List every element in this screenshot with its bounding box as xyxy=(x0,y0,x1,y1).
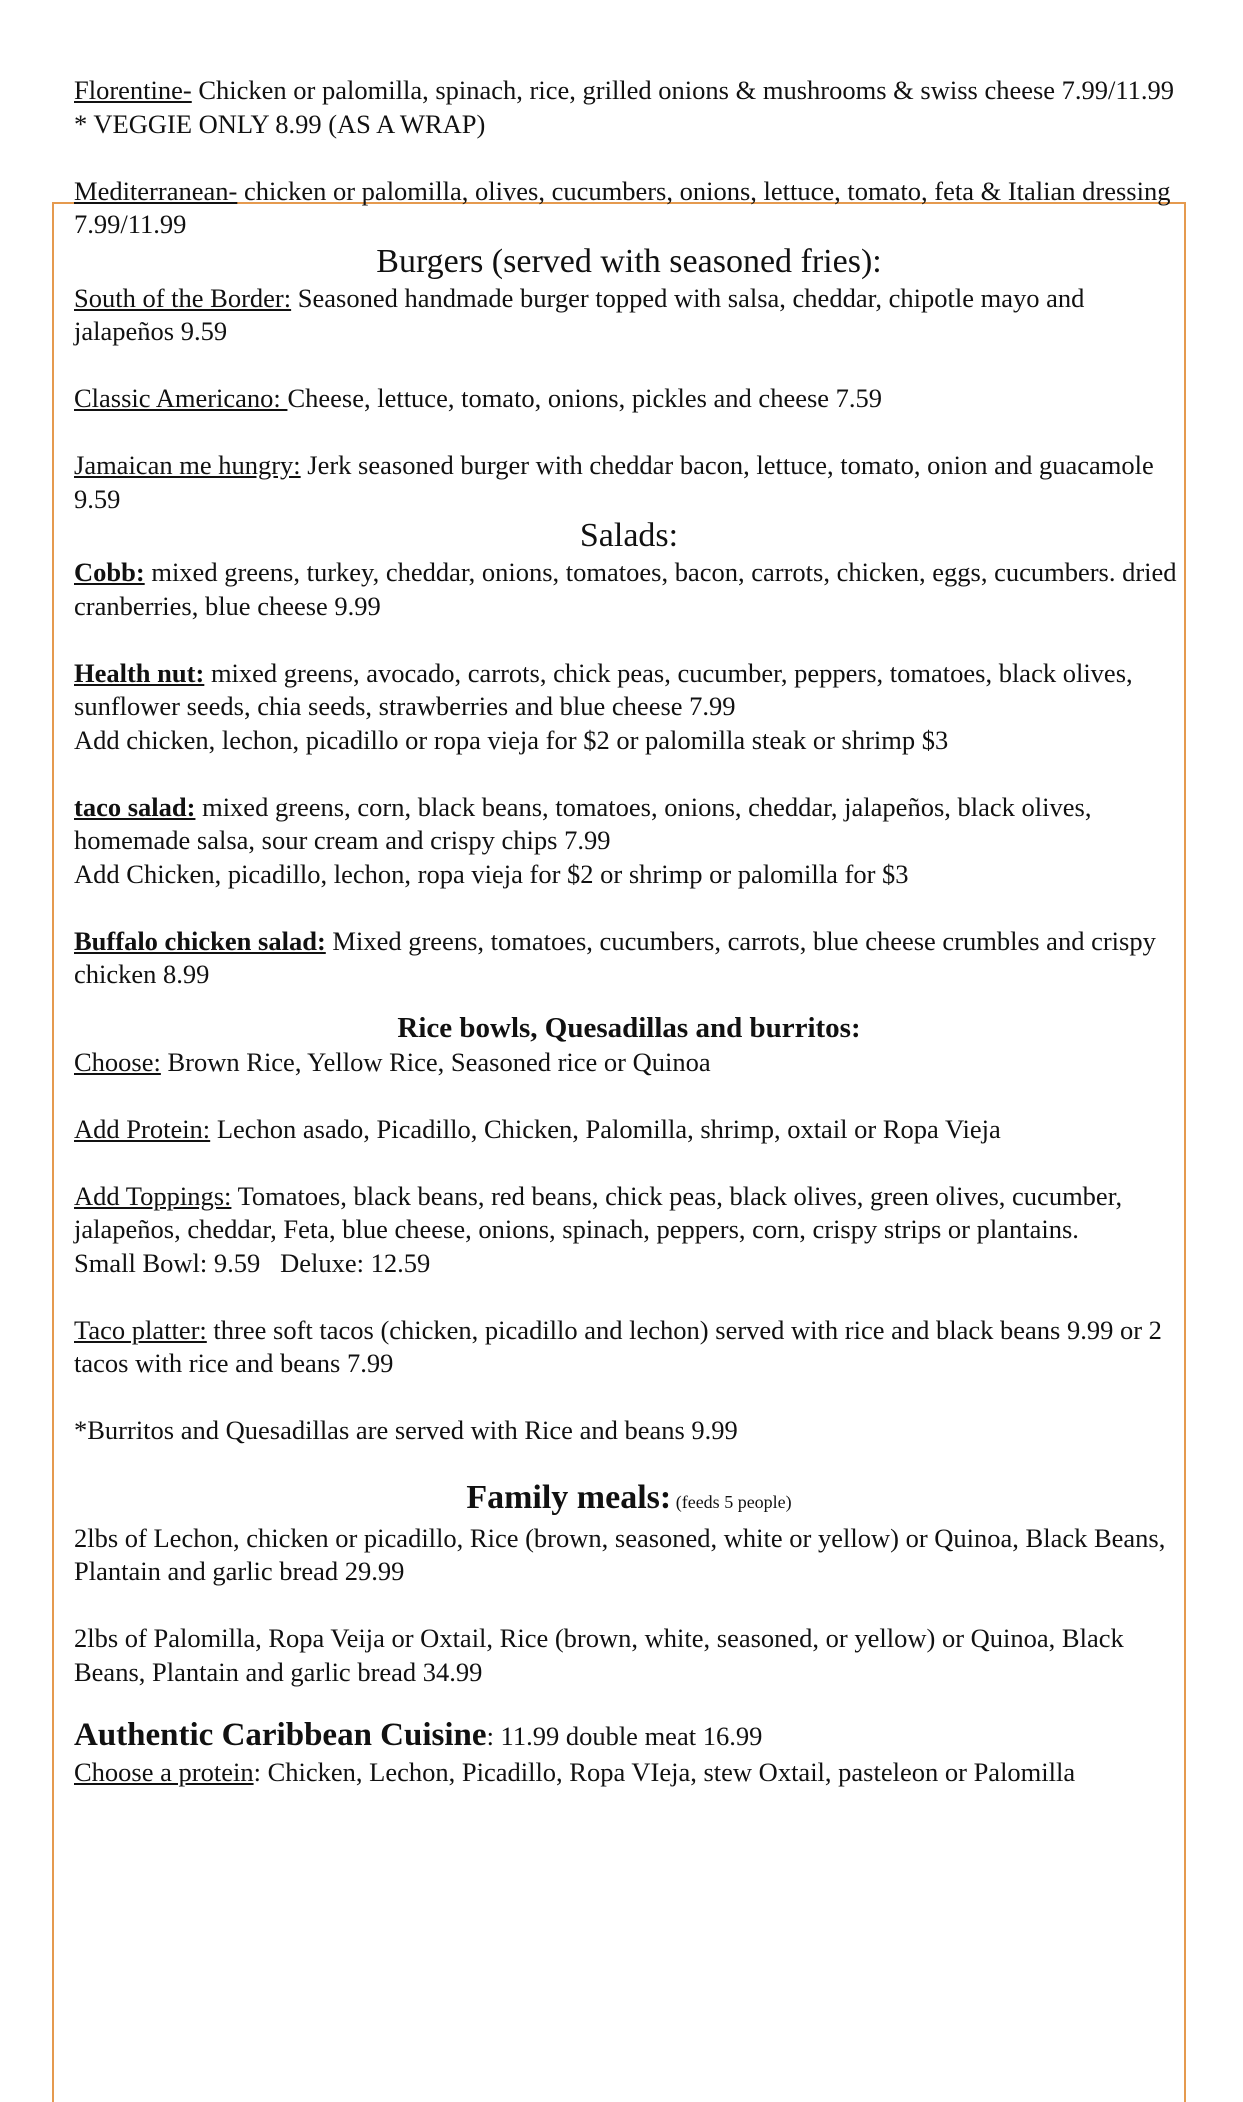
item-name: Jamaican me hungry: xyxy=(74,450,301,480)
menu-item-taco-salad xyxy=(74,791,1184,858)
item-addon-note: Add Chicken, picadillo, lechon, ropa vieja for $2 or shrimp or palomilla for $3 xyxy=(74,858,909,889)
item-name: Cobb: xyxy=(74,557,145,587)
item-addon-note: Add chicken, lechon, picadillo or ropa vieja for $2 or palomilla steak or shrimp $3 xyxy=(74,724,949,755)
family-meal-2: 2lbs of Palomilla, Ropa Veija or Oxtail, Rice (brown, white, seasoned, or yellow) or Quinoa, Black Beans, Plantain and garlic bread 34.99 xyxy=(74,1623,1124,1687)
menu-content xyxy=(74,74,1184,1790)
menu-item-taco-platter xyxy=(74,1314,1184,1381)
choose-label: Choose a protein xyxy=(74,1757,254,1787)
salads-heading: Salads: xyxy=(579,517,679,554)
toppings-text: Tomatoes, black beans, red beans, chick peas, black olives, green olives, cucumber, jalapeños, cheddar, Feta, blue cheese, onions, spinach, peppers, corn, crispy strips or plantains. xyxy=(74,1180,1123,1244)
choose-label: Choose: xyxy=(74,1046,161,1077)
item-description: Jerk seasoned burger with cheddar bacon, lettuce, tomato, onion and guacamole 9.59 xyxy=(74,450,1154,514)
item-name: Classic Americano: xyxy=(74,383,288,413)
item-description: mixed greens, turkey, cheddar, onions, tomatoes, bacon, carrots, chicken, eggs, cucumbers. dried cranberries, blue cheese 9.99 xyxy=(74,557,1177,621)
item-description: chicken or palomilla, olives, cucumbers, onions, lettuce, tomato, feta & Italian dressing 7.99/11.99 xyxy=(74,175,1171,239)
item-name: taco salad: xyxy=(74,791,196,822)
item-description: mixed greens, corn, black beans, tomatoes, onions, cheddar, jalapeños, black olives, homemade salsa, sour cream and crispy chips 7.99 xyxy=(74,791,1092,855)
family-subtitle: (feeds 5 people) xyxy=(671,1491,792,1512)
item-description: Cheese, lettuce, tomato, onions, pickles and cheese 7.59 xyxy=(287,383,883,413)
family-meal-1: 2lbs of Lechon, chicken or picadillo, Rice (brown, seasoned, white or yellow) or Quinoa, Black Beans, Plantain and garlic bread 29.99 xyxy=(74,1522,1166,1586)
rice-add-toppings xyxy=(74,1180,1184,1247)
item-name: Mediterranean- xyxy=(74,175,238,206)
item-name: Taco platter: xyxy=(74,1314,207,1345)
caribbean-choose xyxy=(74,1756,1184,1790)
burrito-note: *Burritos and Quesadillas are served with Rice and beans 9.99 xyxy=(74,1415,738,1445)
caribbean-title: Authentic Caribbean Cuisine xyxy=(74,1717,487,1753)
toppings-label: Add Toppings: xyxy=(74,1180,232,1211)
item-description: mixed greens, avocado, carrots, chick peas, cucumber, peppers, tomatoes, black olives, sunflower seeds, chia seeds, strawberries and blue cheese 7.99 xyxy=(74,657,1133,721)
item-description: three soft tacos (chicken, picadillo and lechon) served with rice and black beans 9.99 or 2 tacos with rice and beans 7.99 xyxy=(74,1314,1162,1378)
protein-label: Add Protein: xyxy=(74,1113,211,1144)
menu-item-jamaican-me-hungry xyxy=(74,449,1184,516)
rice-choose xyxy=(74,1046,1184,1080)
menu-item-classic-americano xyxy=(74,382,1184,416)
rice-bowls-heading: Rice bowls, Quesadillas and burritos: xyxy=(397,1011,861,1044)
protein-text: Lechon asado, Picadillo, Chicken, Palomilla, shrimp, oxtail or Ropa Vieja xyxy=(210,1113,1001,1144)
caribbean-heading xyxy=(74,1715,1184,1756)
item-description: Mixed greens, tomatoes, cucumbers, carrots, blue cheese crumbles and crispy chicken 8.99 xyxy=(74,925,1156,989)
menu-item-cobb xyxy=(74,556,1184,623)
choose-text: Brown Rice, Yellow Rice, Seasoned rice or Quinoa xyxy=(160,1046,711,1077)
item-description: Seasoned handmade burger topped with salsa, cheddar, chipotle mayo and jalapeños 9.59 xyxy=(74,282,1085,346)
item-name: Florentine- xyxy=(74,75,192,105)
caribbean-price: : 11.99 double meat 16.99 xyxy=(486,1721,763,1751)
choose-text: : Chicken, Lechon, Picadillo, Ropa VIeja, stew Oxtail, pasteleon or Palomilla xyxy=(253,1757,1076,1787)
menu-item-buffalo-chicken-salad xyxy=(74,925,1184,992)
item-name: Health nut: xyxy=(74,657,205,688)
rice-add-protein xyxy=(74,1113,1184,1147)
item-description: Chicken or palomilla, spinach, rice, grilled onions & mushrooms & swiss cheese 7.99/11.99 * VEGGIE ONLY 8.99 (AS A WRAP) xyxy=(74,75,1175,139)
family-title: Family meals: xyxy=(466,1478,672,1516)
item-name: Buffalo chicken salad: xyxy=(74,925,326,956)
bowl-sizes: Small Bowl: 9.59 Deluxe: 12.59 xyxy=(74,1247,431,1278)
menu-item-florentine xyxy=(74,74,1184,141)
burgers-heading: Burgers (served with seasoned fries): xyxy=(376,242,882,280)
family-meals-heading xyxy=(74,1478,1184,1522)
menu-item-health-nut xyxy=(74,657,1184,724)
menu-item-south-of-the-border xyxy=(74,282,1184,349)
item-name: South of the Border: xyxy=(74,282,292,313)
menu-item-mediterranean xyxy=(74,175,1184,242)
